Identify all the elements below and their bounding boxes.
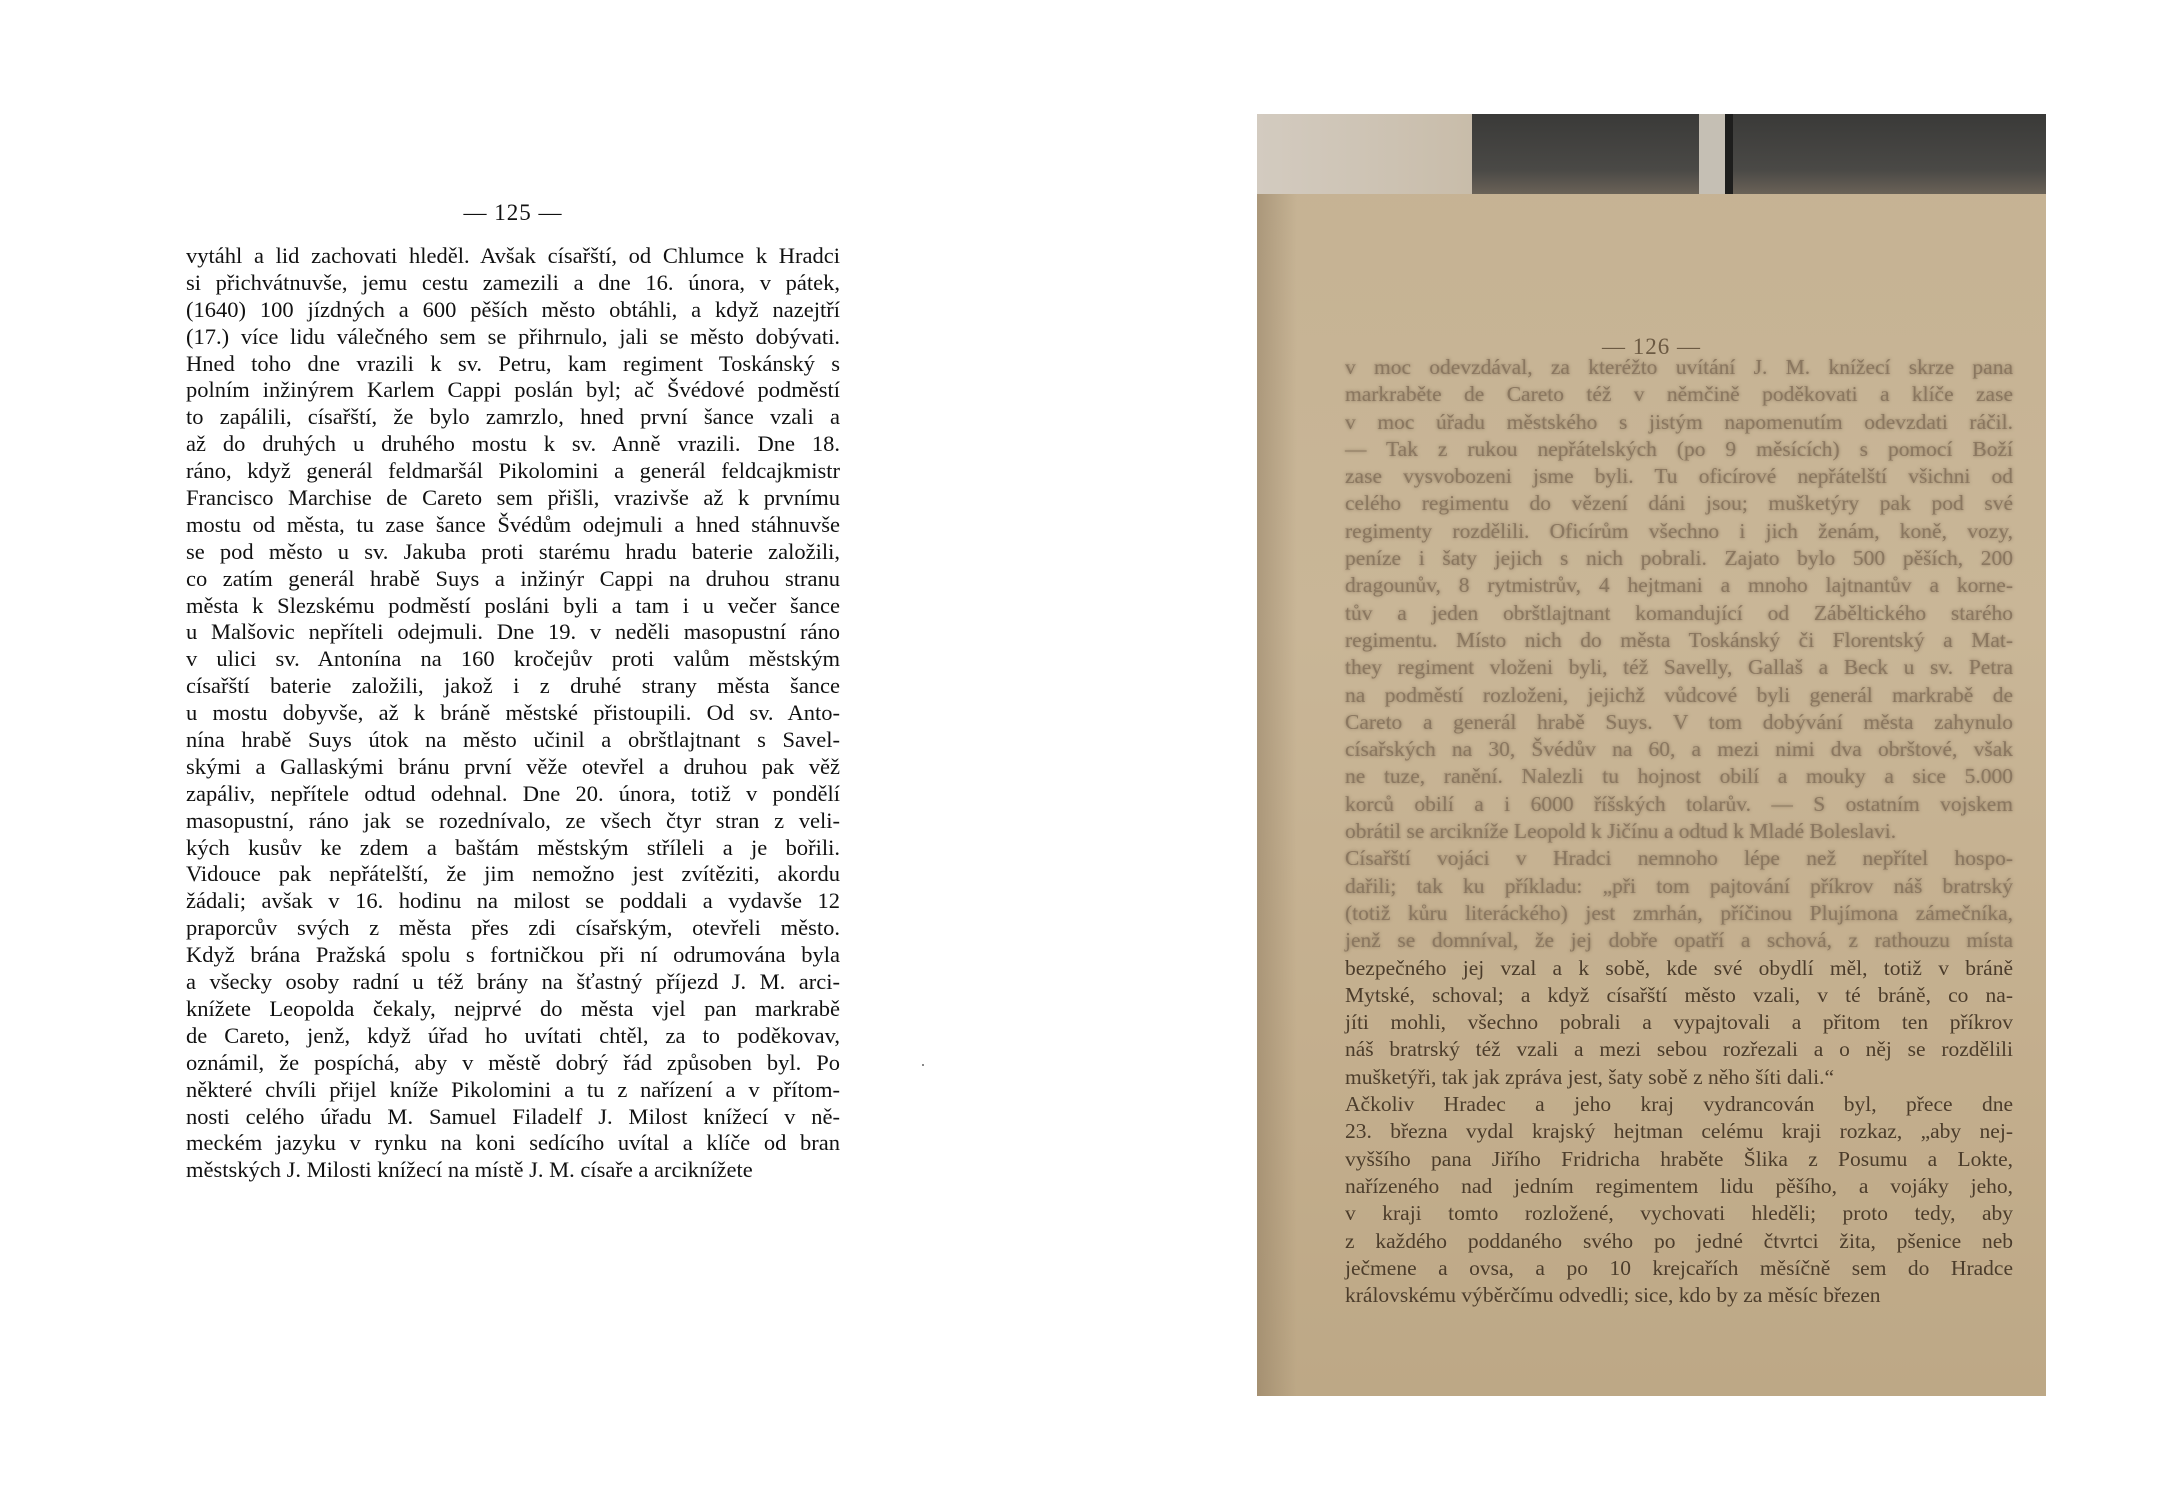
text-line: vyššího pana Jiřího Fridricha hraběte Šlika z Posumu a Lokte, bbox=[1345, 1146, 2013, 1171]
text-line: Mytské, schoval; a když císařští město vzali, v té bráně, co na- bbox=[1345, 982, 2013, 1007]
text-line: de Careto, jenž, když úřad ho uvítati chtěl, za to poděkovav, bbox=[186, 1022, 840, 1048]
text-line: (totiž kůru literáckého) jest zmrhán, příčinou Plujímona zámečníka, bbox=[1345, 900, 2013, 925]
text-line: města k Slezskému podměstí posláni byli a tam i u večer šance bbox=[186, 592, 840, 618]
text-line: Když brána Pražská spolu s fortničkou při ní odrumována byla bbox=[186, 942, 840, 968]
text-line: Ačkoliv Hradec a jeho kraj vydrancován byl, přece dne bbox=[1345, 1092, 2013, 1117]
text-line: 23. března vydal krajský hejtman celému kraji rozkaz, „aby nej- bbox=[1345, 1119, 2013, 1144]
text-line: tův a jeden obrštlajtnant komandující od Záběltického starého bbox=[1345, 600, 2013, 625]
text-line: kých kusův ke zdem a baštám městským stříleli a je bořili. bbox=[186, 834, 840, 860]
text-line: celého regimentu do vězení dáni jsou; mušketýry pak pod své bbox=[1345, 491, 2013, 516]
scan-gutter-shadow bbox=[1257, 194, 1297, 1396]
text-line: markraběte de Careto též v němčině poděkovati a klíče zase bbox=[1345, 382, 2013, 407]
text-line: polním inžinýrem Karlem Cappi poslán byl; ač Švédové podměstí bbox=[186, 377, 840, 403]
text-line: nařízeného nad jedním regimentem lidu pěšího, a vojáky jeho, bbox=[1345, 1173, 2013, 1198]
text-line: dařili; tak ku příkladu: „při tom pajtování příkrov náš bratrský bbox=[1345, 873, 2013, 898]
text-line: císařských na 30, Švédův na 60, a mezi nimi dva obrštové, však bbox=[1345, 737, 2013, 762]
scan-top-dark-bar bbox=[1725, 114, 1733, 194]
text-line: náš bratrský též vzali a mezi sebou rozřezali a o něj se rozdělili bbox=[1345, 1037, 2013, 1062]
text-line: co zatím generál hrabě Suys a inžinýr Cappi na druhou stranu bbox=[186, 565, 840, 591]
text-line: ne tuze, ranění. Nalezli tu hojnost obilí a mouky a sice 5.000 bbox=[1345, 764, 2013, 789]
text-line: v moc odevzdával, za kteréžto uvítání J. M. knížecí skrze pana bbox=[1345, 355, 2013, 379]
text-line: až do druhých u druhého mostu k sv. Anně vrazili. Dne 18. bbox=[186, 431, 840, 457]
text-line: knížete Leopolda čekaly, nejprvé do města vjel pan markrabě bbox=[186, 995, 840, 1021]
text-line: Císařští vojáci v Hradci nemnoho lépe než nepřítel hospo- bbox=[1345, 846, 2013, 871]
text-line: císařští baterie založili, jakož i z druhé strany města šance bbox=[186, 673, 840, 699]
text-line: v ulici sv. Antonína na 160 kročejův proti valům městským bbox=[186, 646, 840, 672]
scan-speck bbox=[922, 1064, 924, 1066]
scan-top-gap bbox=[1699, 114, 1725, 194]
right-page-body bbox=[1345, 354, 2013, 1309]
text-line: si přichvátnuvše, jemu cestu zamezili a dne 16. února, v pátek, bbox=[186, 269, 840, 295]
text-line: u mostu dobyvše, až k bráně městské přistoupili. Od sv. Anto- bbox=[186, 700, 840, 726]
text-line: — Tak z rukou nepřátelských (po 9 měsících) s pomocí Boží bbox=[1345, 436, 2013, 461]
text-line: ráno, když generál feldmaršál Pikolomini a generál feldcajkmistr bbox=[186, 458, 840, 484]
text-line: (1640) 100 jízdných a 600 pěších město obtáhli, a když nazejtří bbox=[186, 296, 840, 322]
text-line: obrátil se arcikníže Leopold k Jičínu a odtud k Mladé Boleslavi. bbox=[1345, 819, 1897, 844]
text-line: (17.) více lidu válečného sem se přihrnulo, jali se město dobývati. bbox=[186, 323, 840, 349]
text-line: to zapálili, císařští, že bylo zamrzlo, hned první šance vzali a bbox=[186, 404, 840, 430]
text-line: dragounův, 8 rytmistrův, 4 hejtmani a mnoho lajtnantův a korne- bbox=[1345, 573, 2013, 598]
scan-top-dark-area bbox=[1472, 114, 2046, 194]
text-line: městských J. Milosti knížecí na místě J. M. císaře a arciknížete bbox=[186, 1157, 753, 1183]
text-line: they regiment vloženi byli, též Savelly, Gallaš a Beck u sv. Petra bbox=[1345, 655, 2013, 680]
text-line: regimenty rozdělili. Oficírům všechno i jich ženám, koně, vozy, bbox=[1345, 518, 2013, 543]
text-line: Vidouce pak nepřátelští, že jim nemožno jest zvítěziti, akordu bbox=[186, 861, 840, 887]
text-line: v kraji tomto rozložené, vychovati hleděli; proto tedy, aby bbox=[1345, 1201, 2013, 1226]
text-line: v moc úřadu městského s jistým napomenutím odevzdati ráčil. bbox=[1345, 409, 2013, 434]
text-line: mušketýři, tak jak zpráva jest, šaty sobě z něho šíti dali.“ bbox=[1345, 1064, 1834, 1089]
text-line: vytáhl a lid zachovati hleděl. Avšak císařští, od Chlumce k Hradci bbox=[186, 243, 840, 268]
text-line: některé chvíli přijel kníže Pikolomini a tu z nařízení a v přítom- bbox=[186, 1076, 840, 1102]
left-page-body bbox=[186, 243, 840, 1184]
text-line: masopustní, ráno jak se rozednívalo, ze všech čtyr stran z veli- bbox=[186, 807, 840, 833]
scan-top-light-area bbox=[1257, 114, 1477, 194]
right-page bbox=[1257, 114, 2046, 1396]
text-line: korců obilí a i 6000 říšských tolarův. — S ostatním vojskem bbox=[1345, 791, 2013, 816]
page-number-left: — 125 — bbox=[463, 200, 563, 225]
text-line: ječmene a ovsa, a po 10 krejcařích měsíčně sem do Hradce bbox=[1345, 1255, 2013, 1280]
text-line: se pod město u sv. Jakuba proti starému hradu baterie založili, bbox=[186, 538, 840, 564]
text-line: bezpečného jej vzal a k sobě, kde své obydlí měl, totiž v bráně bbox=[1345, 955, 2013, 980]
text-line: skými a Gallaskými bránu první věže otevřel a druhou pak věž bbox=[186, 753, 840, 779]
text-line: mostu od města, tu zase šance Švédům odejmuli a hned stáhnuvše bbox=[186, 511, 840, 537]
text-line: Francisco Marchise de Careto sem přišli, vrazivše až k prvnímu bbox=[186, 485, 840, 511]
text-line: nína hrabě Suys útok na město učinil a obrštlajtnant s Savel- bbox=[186, 727, 840, 753]
text-line: jenž se domníval, že jej dobře opatří a schová, z rathouzu místa bbox=[1345, 928, 2013, 953]
text-line: jíti mohli, všechno pobrali a vypajtovali a přitom ten příkrov bbox=[1345, 1010, 2013, 1035]
text-line: meckém jazyku v rynku na koni sedícího uvítal a klíče od bran bbox=[186, 1130, 840, 1156]
text-line: peníze i šaty jejich s nich pobrali. Zajato bylo 500 pěších, 200 bbox=[1345, 546, 2013, 571]
text-line: Hned toho dne vrazili k sv. Petru, kam regiment Toskánský s bbox=[186, 350, 840, 376]
text-line: Careto a generál hrabě Suys. V tom dobývání města zahynulo bbox=[1345, 709, 2013, 734]
text-line: nosti celého úřadu M. Samuel Filadelf J. Milost knížecí v ně- bbox=[186, 1103, 840, 1129]
text-line: na podměstí rozloženi, jejichž vůdcové byli generál markrabě de bbox=[1345, 682, 2013, 707]
text-line: královskému výběrčímu odvedli; sice, kdo by za měsíc březen bbox=[1345, 1283, 1881, 1308]
text-line: zapáliv, nepřítele odtud odehnal. Dne 20. února, totiž v pondělí bbox=[186, 780, 840, 806]
text-line: a všecky osoby radní u též brány na šťastný příjezd J. M. arci- bbox=[186, 969, 840, 995]
text-line: regimentu. Místo nich do města Toskánský či Florentský a Mat- bbox=[1345, 627, 2013, 652]
page-number-right: — 126 — bbox=[1602, 334, 1701, 359]
text-line: oznámil, že pospíchá, aby v městě dobrý řád způsoben byl. Po bbox=[186, 1049, 840, 1075]
text-line: praporcův svých z města přes zdi císařským, otevřeli město. bbox=[186, 915, 840, 941]
text-line: u Malšovic nepříteli odejmuli. Dne 19. v neděli masopustní ráno bbox=[186, 619, 840, 645]
left-page bbox=[186, 200, 840, 1290]
text-line: z každého poddaného svého po jedné čtvrtci žita, pšenice neb bbox=[1345, 1228, 2013, 1253]
text-line: zase vysvobozeni jsme byli. Tu oficírové nepřátelští všichni od bbox=[1345, 464, 2013, 489]
text-line: žádali; avšak v 16. hodinu na milost se poddali a vydavše 12 bbox=[186, 888, 840, 914]
